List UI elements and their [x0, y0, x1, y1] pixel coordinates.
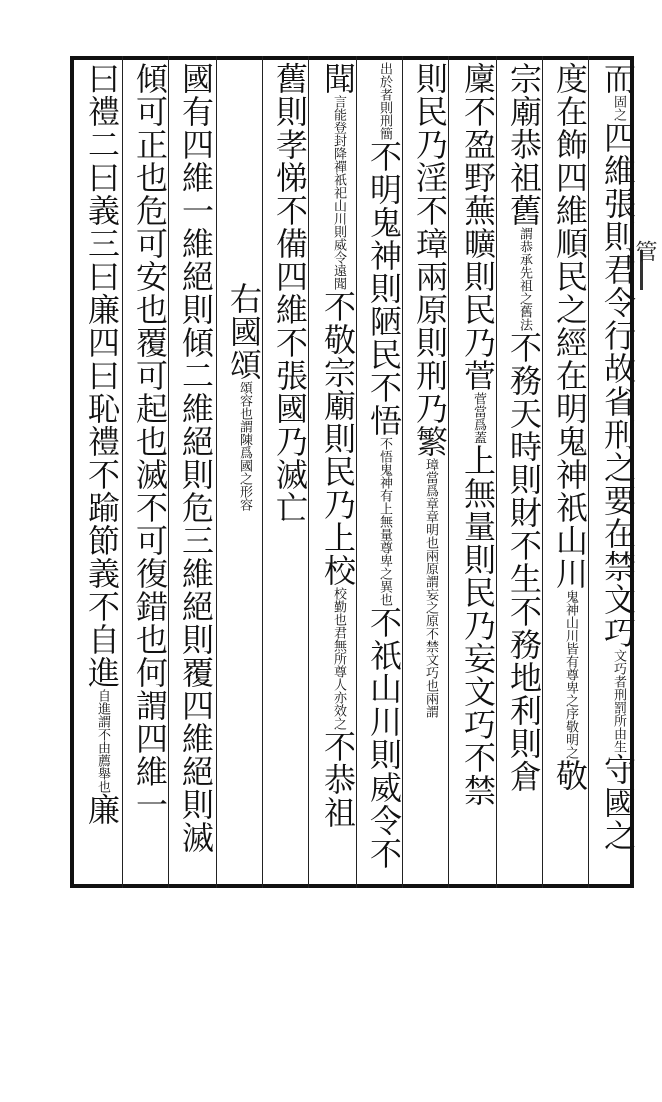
text-column-3: 宗廟恭祖舊謂恭承先祖之舊法不務天時則財不生不務地利則倉 [505, 62, 543, 793]
text-column-9: 右國頌頌容也謂陳爲國之形容 [225, 282, 263, 511]
text-column-5: 則民乃淫不璋兩原則刑乃繁璋當爲章章明也兩原謂妄之原不禁文巧也兩謂 [411, 62, 449, 718]
text-column-1: 而固之四維張則君令行故省刑之要在禁文巧文巧者刑罰所由生守國之 [599, 62, 637, 852]
text-column-11: 傾可正也危可安也覆可起也滅不可復錯也何謂四維一 [131, 62, 169, 821]
text-column-4: 廩不盈野蕪曠則民乃菅菅當爲蓋上無量則民乃妄文巧不禁 [459, 62, 497, 807]
text-column-7: 聞言能登封降禪祇祀山川則威令遠聞不敬宗廟則民乃上校校勤也君無所尊人亦效之不恭祖 [319, 62, 357, 829]
text-column-10: 國有四維一維絕則傾二維絕則危三維絕則覆四維絕則滅 [177, 62, 215, 854]
text-column-2: 度在飾四維順民之經在明鬼神祇山川鬼神山川皆有尊卑之序敬明之敬 [551, 62, 589, 792]
text-column-12: 曰禮二曰義三曰廉四曰恥禮不踰節義不自進自進謂不由薦舉也廉 [83, 62, 121, 826]
text-column-6: 出於者則刑簡不明鬼神則陋民不悟不悟鬼神有上無量尊卑之異也不祇山川則威令不 [365, 62, 403, 870]
text-column-8: 舊則孝悌不備四維不張國乃滅亡 [271, 62, 309, 524]
page-edge-mark: 管 [632, 240, 657, 262]
